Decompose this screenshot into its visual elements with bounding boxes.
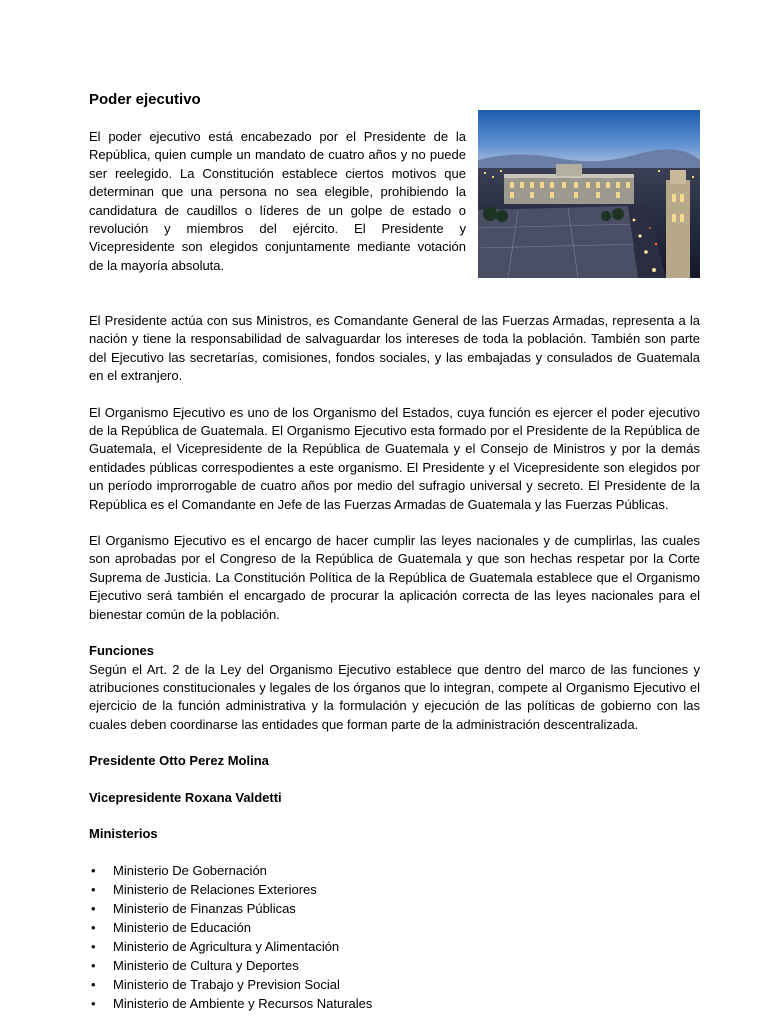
bullet-icon: • xyxy=(91,863,96,879)
ministerios-list xyxy=(89,861,700,1013)
bullet-icon: • xyxy=(91,958,96,974)
photo-illustration xyxy=(478,110,700,278)
list-item: • Ministerio de Trabajo y Prevision Social xyxy=(91,977,340,993)
bullet-icon: • xyxy=(91,882,96,898)
intro-paragraph: El poder ejecutivo está encabezado por el Presidente de la República, quien cumple un mandato de cuatro años y no puede ser reelegido. La Constitución establece ciertos motivos que determinan que una persona no sea elegible, prohibiendo la candidatura de caudillos o líderes de un golpe de estado o revolución y miembros del ejército. El Presidente y Vicepresidente son elegidos conjuntamente mediante votación de la mayoría absoluta. xyxy=(89,129,466,273)
list-item: • Ministerio de Ambiente y Recursos Naturales xyxy=(91,996,373,1012)
list-item: • Ministerio de Agricultura y Alimentación xyxy=(91,939,340,955)
bullet-icon: • xyxy=(91,977,96,993)
intro-section xyxy=(89,128,700,294)
list-item: • Ministerio de Educación xyxy=(91,920,252,936)
bullet-icon: • xyxy=(91,996,96,1012)
paragraph-organismo: El Organismo Ejecutivo es uno de los Organismo del Estados, cuya función es ejercer el poder ejecutivo de la República de Guatemala. El Organismo Ejecutivo esta formado por el Presidente de la República de Guatemala, el Vicepresidente de la República de Guatemala y el Consejo de Ministros y por la demás entidades públicas correspodientes a este organismo. El Presidente y el Vicepresidente son elegidos por un período improrrogable de cuatro años por medio del sufragio universal y secreto. El Presidente de la República es el Comandante en Jefe de las Fuerzas Armadas de Guatemala y las Fuerzas Públicas. xyxy=(89,404,700,512)
funciones-paragraph: Según el Art. 2 de la Ley del Organismo Ejecutivo establece que dentro del marco de las funciones y atribuciones constitucionales y legales de los órganos que lo integran, compete al Organismo Ejecutivo el ejercicio de la función administrativa y la formulación y ejecución de las políticas de gobierno con las cuales deben coordinarse las entidades que forman parte de la administración descentralizada. xyxy=(89,661,700,732)
bullet-icon: • xyxy=(91,920,96,936)
funciones-heading: Funciones xyxy=(89,643,155,659)
document-page xyxy=(89,90,700,1013)
list-item: • Ministerio de Relaciones Exteriores xyxy=(91,882,317,898)
bullet-icon: • xyxy=(91,939,96,955)
page-title: Poder ejecutivo xyxy=(89,91,201,108)
city-plaza-dusk-photo xyxy=(478,110,700,278)
paragraph-leyes: El Organismo Ejecutivo es el encargo de hacer cumplir las leyes nacionales y de cumplirlas, las cuales son aprobadas por el Congreso de la República de Guatemala y que son hechas respetar por la Corte Suprema de Justicia. La Constitución Política de la República de Guatemala establece que el Organismo Ejecutivo será también el encargado de procurar la aplicación correcta de las leyes nacionales para el bienestar común de la población. xyxy=(89,533,700,622)
ministerios-heading: Ministerios xyxy=(89,825,158,841)
list-item: • Ministerio De Gobernación xyxy=(91,863,267,879)
list-item: • Ministerio de Finanzas Públicas xyxy=(91,901,296,917)
presidente-name: Presidente Otto Perez Molina xyxy=(89,753,269,769)
bullet-icon: • xyxy=(91,901,96,917)
list-item: • Ministerio de Cultura y Deportes xyxy=(91,958,299,974)
vicepresidente-name: Vicepresidente Roxana Valdetti xyxy=(89,789,282,805)
paragraph-presidente: El Presidente actúa con sus Ministros, es Comandante General de las Fuerzas Armadas, representa a la nación y tiene la responsabilidad de salvaguardar los intereses de toda la población. También son parte del Ejecutivo las secretarías, comisiones, fondos sociales, y las embajadas y consulados de Guatemala en el extranjero. xyxy=(89,313,700,384)
